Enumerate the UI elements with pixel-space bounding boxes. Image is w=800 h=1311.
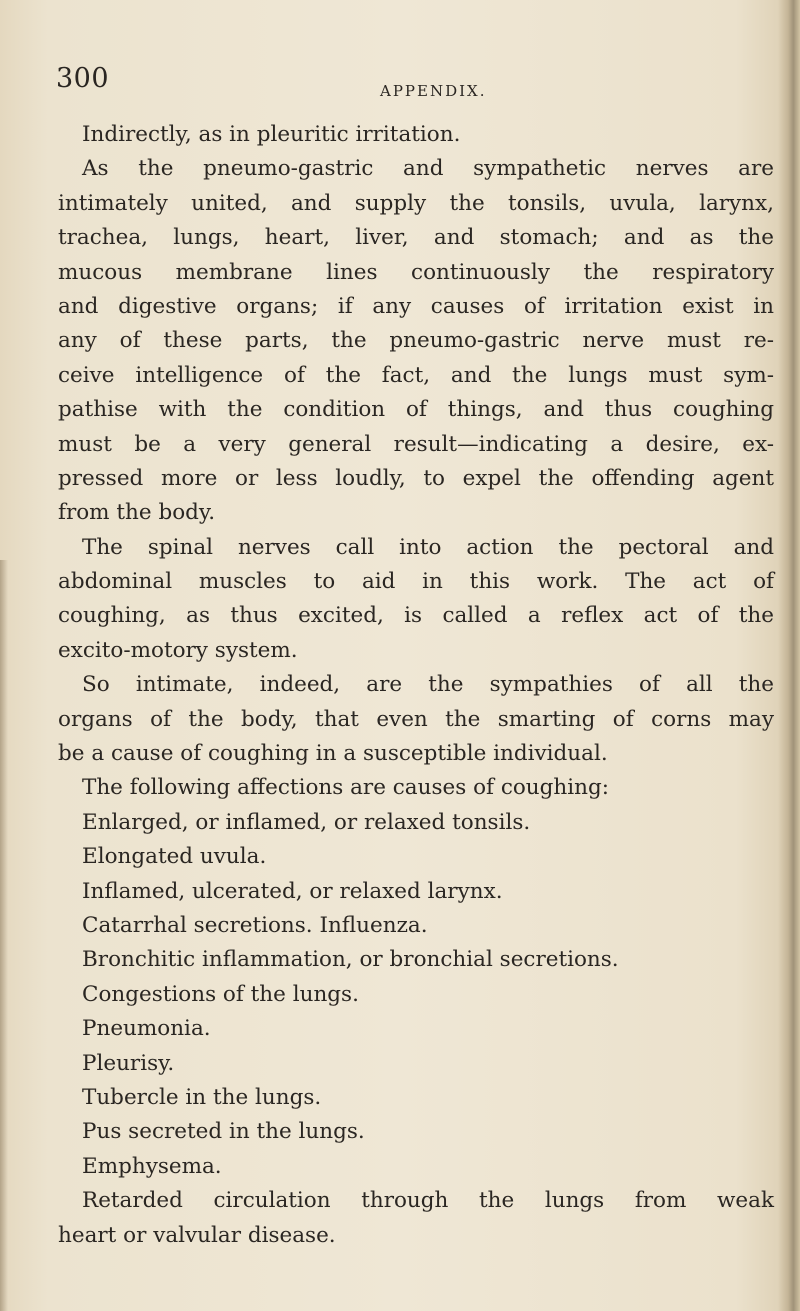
text-line: any of these parts, the pneumo-gastric nerve must re- <box>58 328 774 354</box>
list-item: Congestions of the lungs. <box>82 981 359 1007</box>
text-line: The following affections are causes of coughing: <box>82 775 609 801</box>
text-line: intimately united, and supply the tonsils, uvula, larynx, <box>58 190 774 216</box>
list-item: Inflamed, ulcerated, or relaxed larynx. <box>82 878 503 904</box>
list-item: Retarded circulation through the lungs from weak <box>82 1188 774 1214</box>
text-line: pressed more or less loudly, to expel the offending agent <box>58 465 774 491</box>
text-line: pathise with the condition of things, and thus coughing <box>58 397 774 423</box>
page-number: 300 <box>56 63 110 94</box>
text-line: trachea, lungs, heart, liver, and stomach; and as the <box>58 225 774 251</box>
text-line: As the pneumo-gastric and sympathetic nerves are <box>82 156 774 182</box>
text-line: Indirectly, as in pleuritic irritation. <box>82 122 461 147</box>
list-item: Bronchitic inflammation, or bronchial secretions. <box>82 947 619 973</box>
text-line: organs of the body, that even the smarting of corns may <box>58 706 774 732</box>
text-line: excito-motory system. <box>58 637 298 663</box>
list-item: Pneumonia. <box>82 1016 211 1042</box>
list-item: Pus secreted in the lungs. <box>82 1119 365 1145</box>
list-item: Emphysema. <box>82 1153 222 1179</box>
text-line: and digestive organs; if any causes of irritation exist in <box>58 293 774 319</box>
list-item: Elongated uvula. <box>82 844 267 870</box>
text-line: So intimate, indeed, are the sympathies of all the <box>82 672 774 698</box>
text-line: abdominal muscles to aid in this work. The act of <box>58 569 774 595</box>
text-line: The spinal nerves call into action the pectoral and <box>82 534 774 560</box>
text-line: coughing, as thus excited, is called a reflex act of the <box>58 603 774 629</box>
text-line: must be a very general result—indicating a desire, ex- <box>58 431 774 457</box>
text-line: mucous membrane lines continuously the respiratory <box>58 259 774 285</box>
list-item: Pleurisy. <box>82 1050 175 1076</box>
body-text <box>58 118 774 1253</box>
list-item: Tubercle in the lungs. <box>82 1084 322 1110</box>
list-item: Catarrhal secretions. Influenza. <box>82 912 428 938</box>
text-line: be a cause of coughing in a susceptible individual. <box>58 741 608 767</box>
page-edge-shadow <box>778 0 800 1311</box>
list-item: Enlarged, or inflamed, or relaxed tonsils. <box>82 809 531 835</box>
text-line: ceive intelligence of the fact, and the lungs must sym- <box>58 362 774 388</box>
list-item-continuation: heart or valvular disease. <box>58 1222 336 1248</box>
binding-shadow <box>0 560 8 1311</box>
text-line: from the body. <box>58 500 216 526</box>
running-head: APPENDIX. <box>380 82 487 100</box>
